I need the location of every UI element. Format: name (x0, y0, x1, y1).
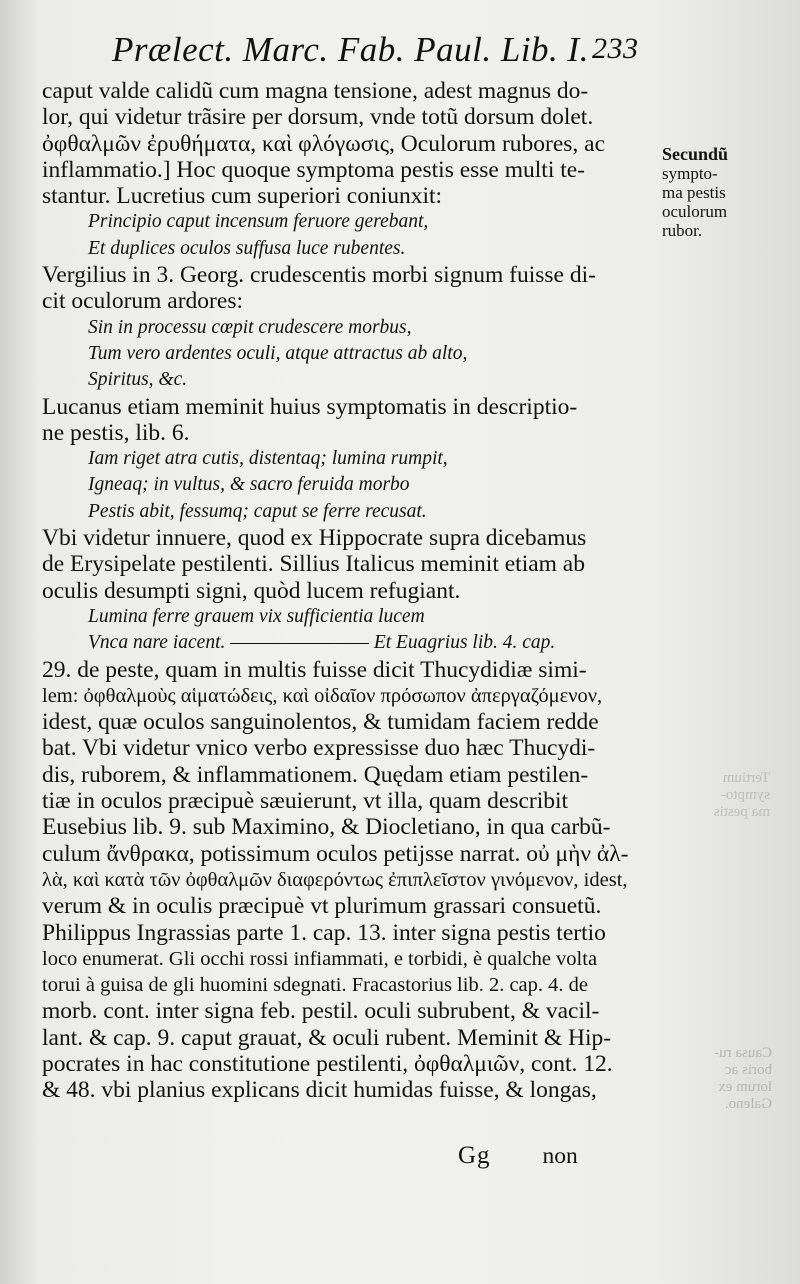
text-line: ne pestis, lib. 6. (42, 419, 190, 446)
text-line: morb. cont. inter signa feb. pestil. oculi subrubent, & vacil- (42, 998, 600, 1025)
bleed-through-line: lorum ex (718, 1079, 772, 1095)
bleed-through-line: Tertium (722, 770, 770, 786)
text-line: dis, ruborem, & inflammationem. Quędam etiam pestilen- (42, 761, 589, 788)
catchword: non (542, 1143, 578, 1169)
text-line: cit oculorum ardores: (42, 288, 243, 315)
marginal-note-line: oculorum (662, 202, 728, 221)
text-line: oculis desumpti signi, quòd lucem refugiant. (42, 577, 461, 604)
text-line: bat. Vbi videtur vnico verbo expressisse duo hæc Thucydi- (42, 735, 596, 762)
bleed-through-line: Galeno. (724, 1096, 772, 1112)
verse-line: Et duplices oculos suffusa luce rubentes. (88, 237, 406, 259)
verse-line: Sin in processu cœpit crudescere morbus, (88, 316, 412, 338)
text-line: culum ἄνθρακα, potissimum oculos petijsse narrat. οὐ μὴν ἀλ- (42, 840, 629, 867)
bleed-through-line: boris ac (724, 1062, 772, 1078)
verse-line: Principio caput incensum feruore gerebant, (88, 211, 429, 233)
marginal-note-line: Secundũ (662, 144, 729, 164)
text-line: pocrates in hac constitutione pestilenti, ὀφθαλμιῶν, cont. 12. (42, 1050, 613, 1077)
bleed-through-line: Causa ru- (714, 1045, 772, 1061)
text-line: verum & in oculis præcipuè vt plurimum grassari consuetũ. (42, 893, 602, 920)
text-line: torui à guisa de gli huomini sdegnati. Fracastorius lib. 2. cap. 4. de (42, 974, 588, 997)
marginal-note-line: ma pestis (662, 183, 726, 202)
marginal-note-line: rubor. (662, 221, 703, 240)
verse-line: Vnca nare iacent. ———————— Et Euagrius lib. 4. cap. (88, 632, 556, 654)
text-line: Eusebius lib. 9. sub Maximino, & Diocletiano, in qua carbũ- (42, 814, 611, 841)
bleed-through-line: ma pestis (713, 804, 770, 820)
marginal-note-line: sympto- (662, 164, 718, 183)
verse-line: Iam riget atra cutis, distentaq; lumina rumpit, (88, 448, 448, 470)
text-line: lant. & cap. 9. caput grauat, & oculi rubent. Meminit & Hip- (42, 1024, 612, 1051)
text-line: caput valde calidũ cum magna tensione, adest magnus do- (42, 78, 589, 104)
text-line: lor, qui videtur trãsire per dorsum, vnde totũ dorsum dolet. (42, 104, 594, 131)
text-line: de Erysipelate pestilenti. Sillius Italicus meminit etiam ab (42, 551, 585, 578)
signature-mark: Gg (458, 1142, 491, 1169)
text-line: tiæ in oculos præcipuè sæuierunt, vt illa, quam describit (42, 788, 569, 815)
marginal-note (662, 145, 792, 240)
bleed-through-line: sympto- (720, 787, 770, 803)
verse-line: Spiritus, &c. (88, 369, 188, 391)
catchword-line (458, 1142, 658, 1170)
text-line: Philippus Ingrassias parte 1. cap. 13. inter signa pestis tertio (42, 919, 606, 946)
verse-line: Lumina ferre grauem vix sufficientia lucem (88, 605, 425, 627)
text-line: lem: ὀφθαλμοὺς αἱματώδεις, καὶ οἰδαῖον πρόσωπον ἀπεργαζόμενον, (42, 684, 603, 707)
text-line: inflammatio.] Hoc quoque symptoma pestis esse multi te- (42, 156, 586, 183)
text-line: & 48. vbi planius explicans dicit humidas fuisse, & longas, (42, 1077, 597, 1104)
page-number: 233 (592, 32, 639, 65)
text-line: 29. de peste, quam in multis fuisse dicit Thucydidiæ simi- (42, 656, 587, 683)
verse-line: Igneaq; in vultus, & sacro feruida morbo (88, 474, 410, 496)
verse-line: Tum vero ardentes oculi, atque attractus ab alto, (88, 342, 468, 364)
bleed-through-note-upper (670, 770, 770, 821)
bleed-through-note-lower (672, 1045, 772, 1113)
text-line: idest, quæ oculos sanguinolentos, & tumidam faciem redde (42, 709, 599, 736)
text-line: loco enumerat. Gli occhi rossi infiammati, e torbidi, è qualche volta (42, 947, 598, 970)
running-head-title: Prælect. Marc. Fab. Paul. Lib. I. (112, 30, 589, 69)
text-line: Vbi videtur innuere, quod ex Hippocrate supra dicebamus (42, 525, 587, 552)
text-line: ὀφθαλμῶν ἐρυθήματα, καὶ φλόγωσις, Oculorum rubores, ac (42, 130, 606, 157)
text-line: stantur. Lucretius cum superiori coniunxit: (42, 183, 443, 210)
text-line: Lucanus etiam meminit huius symptomatis in descriptio- (42, 393, 578, 420)
text-line: λὰ, καὶ κατὰ τῶν ὀφθαλμῶν διαφερόντως ἐπιπλεῖστον γινόμενον, idest, (42, 868, 628, 891)
running-head (112, 30, 672, 70)
body-text (42, 78, 662, 1104)
verse-line: Pestis abit, fessumq; caput se ferre recusat. (88, 500, 427, 522)
text-line: Vergilius in 3. Georg. crudescentis morbi signum fuisse di- (42, 262, 596, 289)
